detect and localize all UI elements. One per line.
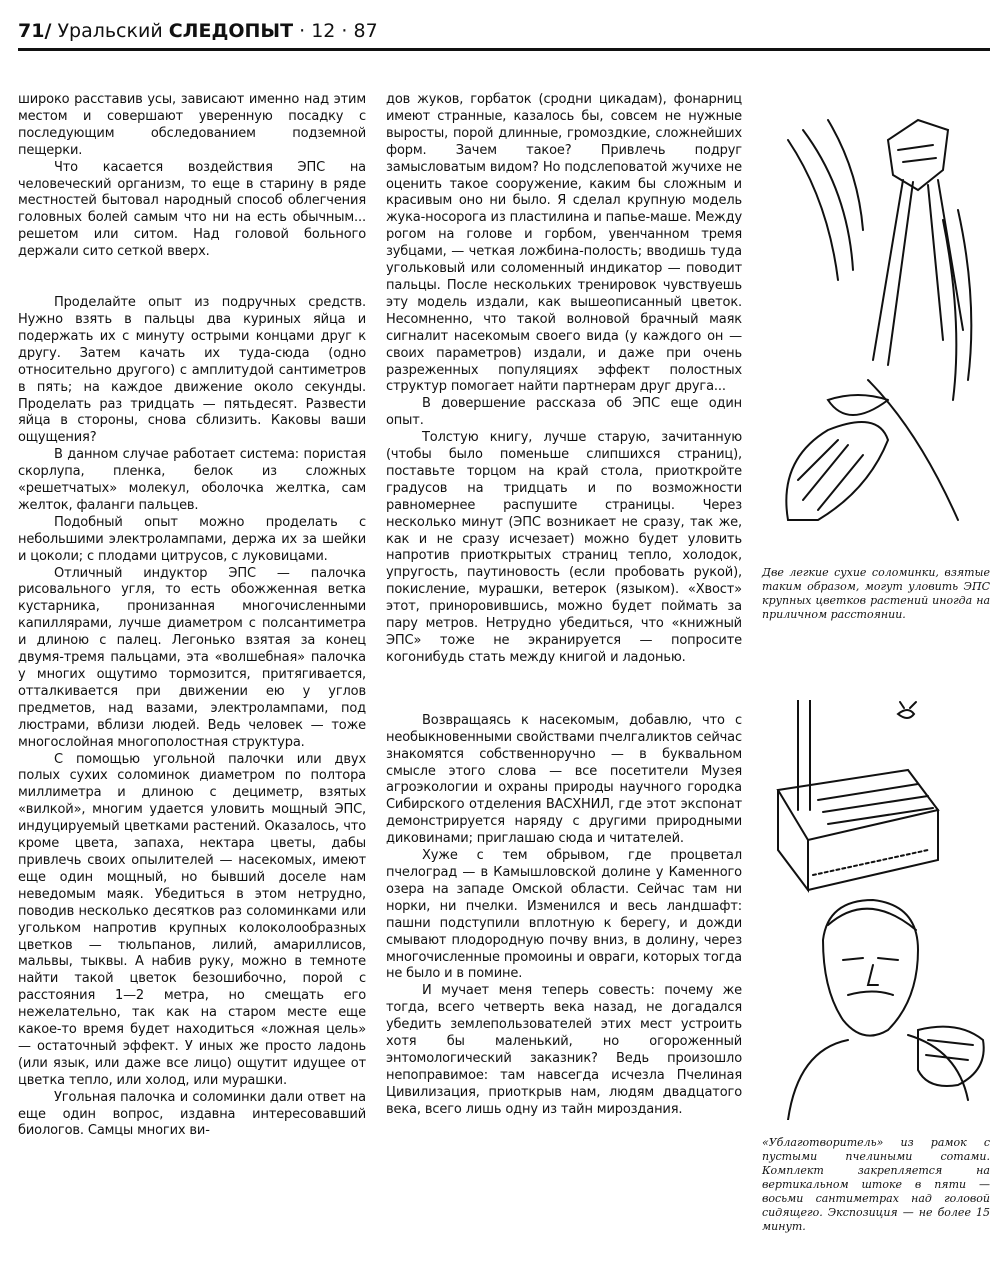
text-column-middle bbox=[386, 92, 742, 1119]
article-paragraph: Толстую книгу, лучше старую, зачитанную (чтобы было поменьше слипшихся страниц), поставьте торцом на край стола, приоткройте градусов на тридцать и по возможности равномернее распушите страницы. Через несколько минут (ЭПС возникает не сразу, так же, как и не сразу исчезает) можно будет уловить напротив приоткрытых страниц тепло, холодок, упругость, паутиновость (если пробовать рукой), покисление, мурашки, ветерок (языком). «Хвост» этот, приноровившись, можно будет поймать за пару метров. Нетрудно убедиться, что «книжный ЭПС» тоже не экранируется — попросите когонибудь стать между книгой и ладонью. bbox=[386, 430, 742, 665]
text-column-left bbox=[18, 92, 366, 1140]
article-paragraph: Угольная палочка и соломинки дали ответ на еще один вопрос, издавна интересовавший биологов. Самцы многих ви- bbox=[18, 1089, 366, 1139]
paragraph-gap bbox=[386, 667, 742, 713]
article-paragraph: В довершение рассказа об ЭПС еще один опыт. bbox=[386, 396, 742, 429]
article-paragraph: Что касается воздействия ЭПС на человеческий организм, то еще в старину в ряде местностей бытовал народный способ облегчения головных болей самым что ни на есть обычным... решетом или ситом. Над головой больного держали сито сеткой вверх. bbox=[18, 159, 366, 260]
article-paragraph: Проделайте опыт из подручных средств. Нужно взять в пальцы два куриных яйца и подержать их с минуту острыми концами друг к другу. Затем качать их туда-сюда (одно относительно другого) с амплитудой сантиметров в пять; на каждое движение около секунды. Проделать раз тридцать — пятьдесят. Развести яйца в стороны, снова сблизить. Каковы ваши ощущения? bbox=[18, 295, 366, 446]
issue-number: · 12 · 87 bbox=[299, 20, 378, 42]
article-paragraph: И мучает меня теперь совесть: почему же тогда, всего четверть века назад, не догадался убедить землепользователей этих мест устроить хотя бы маленький, но огороженный энтомологический заказник? Ведь произошло непоправимое: там навсегда исчезла Пчелиная Цивилизация, приоткрыв нам, людям двадцатого века, всего лишь одну из тайн мироздания. bbox=[386, 983, 742, 1117]
straws-and-flower-illustration bbox=[768, 100, 990, 545]
article-paragraph: Возвращаясь к насекомым, добавлю, что с необыкновенными свойствами пчелгаликтов сейчас знакомятся собственноручно — в буквальном смысле этого слова — все посетители Музея агроэкологии и охраны природы научного городка Сибирского отделения ВАСХНИЛ, где этот экспонат демонстрируется наряду с другими природными диковинами; приглашаю сюда и читателей. bbox=[386, 712, 742, 847]
illustration-caption-1: Две легкие сухие соломинки, взятые таким образом, могут уловить ЭПС крупных цветков растений иногда на приличном расстоянии. bbox=[762, 566, 990, 621]
article-paragraph: В данном случае работает система: пористая скорлупа, пленка, белок из сложных «решетчатых» молекул, оболочка желтка, сам желток, фаланги пальцев. bbox=[18, 447, 366, 513]
article-paragraph: Отличный индуктор ЭПС — палочка рисовального угля, то есть обожженная ветка кустарника, пронизанная многочисленными капиллярами, лучше диаметром с полсантиметра и длиною с палец. Легонько взятая за конец двумя-тремя пальцами, эта «волшебная» палочка у многих ощутимо тормозится, притягивается, отталкивается при движении ею у углов предметов, над вазами, электролампами, под люстрами, вблизи людей. Ведь человек — тоже многослойная многополостная структура. bbox=[18, 565, 366, 750]
article-paragraph: широко расставив усы, зависают именно над этим местом и совершают уверенную посадку с последующим обследованием подземной пещерки. bbox=[18, 92, 366, 158]
article-paragraph: С помощью угольной палочки или двух полых сухих соломинок диаметром по полтора миллиметра и длиною с дециметр, взятых «вилкой», многим удается уловить мощный ЭПС, индуцируемый цветками растений. Оказалось, что кроме цвета, запаха, нектара цветы, дабы привлечь своих опылителей — насекомых, имеют еще один мощный, но бывший доселе нам неведомым маяк. Убедиться в этом нетрудно, поводив несколько десятков раз соломинками или угольком напротив крупных колоколообразных цветков — тюльпанов, лилий, амариллисов, мальвы, тыквы. А набив руку, можно в темноте найти такой цветок безошибочно, порой с расстояния 1—2 метра, но смещать его нежелательно, так как на старом месте еще какое-то время будет находиться «ложная цель» — остаточный эффект. У иных же просто ладонь (или язык, или даже все лицо) ощутит идущее от цветка тепло, или холод, или мурашки. bbox=[18, 751, 366, 1088]
article-paragraph: дов жуков, горбаток (сродни цикадам), фонарниц имеют странные, казалось бы, совсем не нужные выросты, порой длинные, громоздкие, сложнейших форм. Зачем такое? Привлечь подруг замысловатым видом? Но подслеповатой жучихе не оценить такое сооружение, каким бы сложным и красивым оно ни было. Я сделал крупную модель жука-носорога из пластилина и папье-маше. Между рогом на голове и горбом, увенчанном тремя зубцами, — четкая ложбина-полость; вводишь туда угольковый или соломенный индикатор — поводит пальцы. После нескольких тренировок чувствуешь эту модель издали, как вышеописанный цветок. Несомненно, что такой волновой брачный маяк сигналит насекомым своего вида (у каждого он — своих параметров) издали, и даже при очень разреженных популяциях эффект полостных структур помогает найти партнерам друг друга... bbox=[386, 92, 742, 395]
article-paragraph: Хуже с тем обрывом, где процветал пчелоград — в Камышловской долине у Каменного озера на западе Омской области. Сейчас там ни норки, ни пчелки. Изменился и весь ландшафт: пашни подступили вплотную к берегу, и дожди смывают плодородную почву вниз, в долину, через многочисленные промоины и овраги, которых тогда не было и в помине. bbox=[386, 848, 742, 982]
illustration-caption-2: «Ублаготворитель» из рамок с пустыми пчелиными сотами. Комплект закрепляется на вертикальном штоке в пяти — восьми сантиметрах над головой сидящего. Экспозиция — не более 15 минут. bbox=[762, 1136, 990, 1233]
honeycomb-frame-illustration bbox=[768, 700, 990, 1120]
magazine-name: СЛЕДОПЫТ bbox=[168, 20, 294, 42]
magazine-prefix: Уральский bbox=[57, 20, 163, 42]
page-number: 71/ bbox=[18, 20, 52, 42]
paragraph-gap bbox=[18, 261, 366, 295]
page-header bbox=[18, 14, 990, 51]
article-paragraph: Подобный опыт можно проделать с небольшими электролампами, держа их за шейки и цоколи; с плодами цитрусов, с луковицами. bbox=[18, 514, 366, 564]
